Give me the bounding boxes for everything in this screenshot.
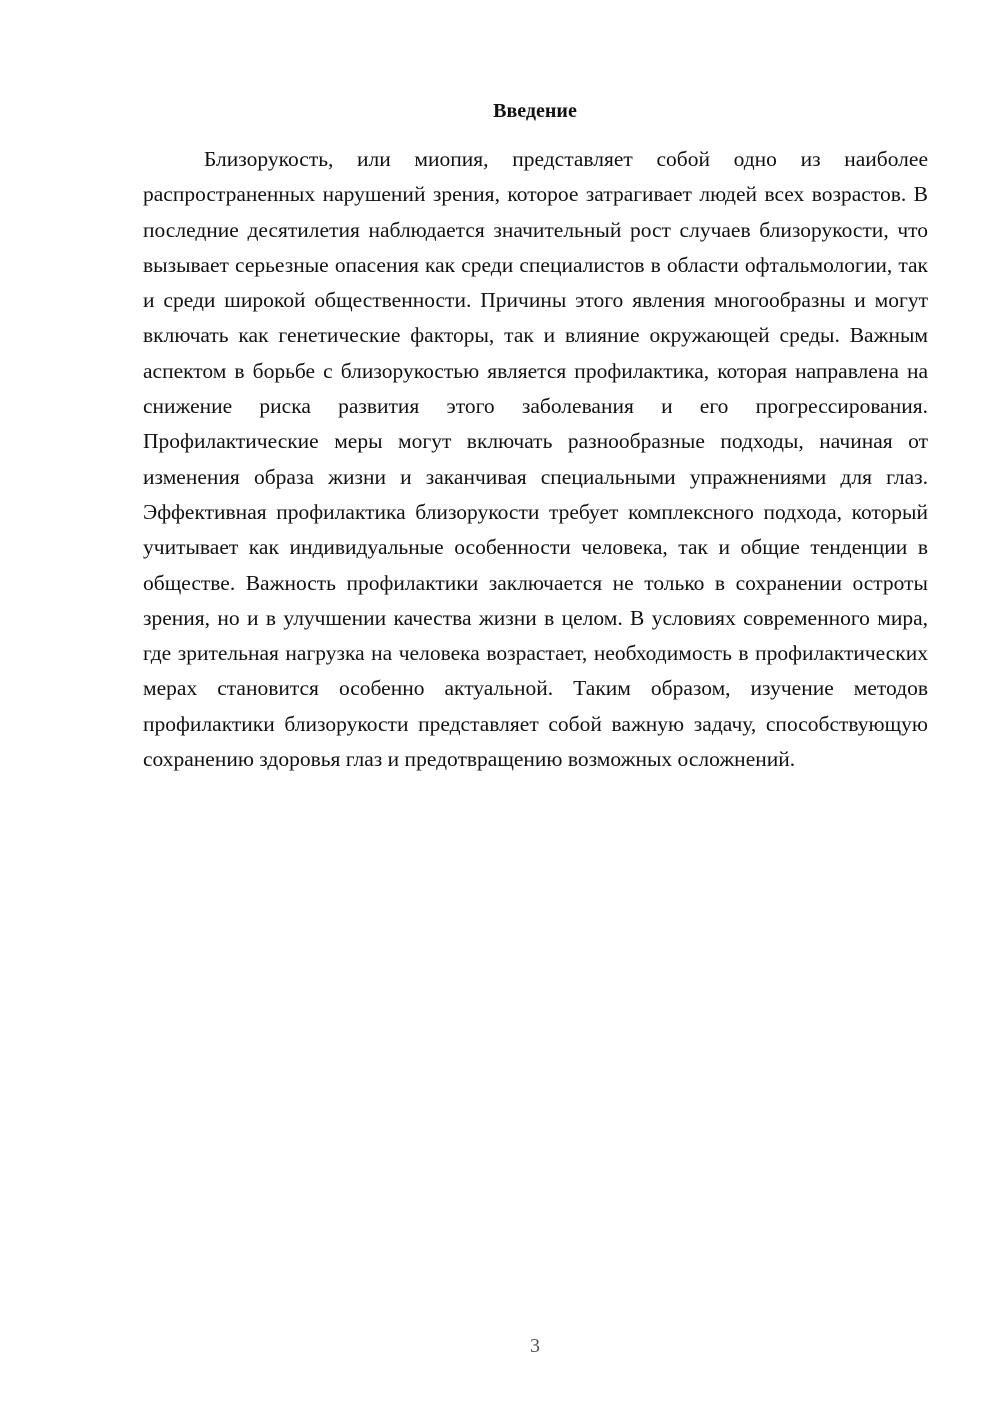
page-number: 3: [530, 1335, 540, 1357]
section-heading: Введение: [493, 100, 577, 122]
body-paragraph: Близорукость, или миопия, представляет собой одно из наиболее распространенных нарушений зрения, которое затрагивает людей всех возрастов. В последние десятилетия наблюдается значительный рост случаев близорукости, что вызывает серьезные опасения как среди специалистов в области офтальмологии, так и среди широкой общественности. Причины этого явления многообразны и могут включать как генетические факторы, так и влияние окружающей среды. Важным аспектом в борьбе с близорукостью является профилактика, которая направлена на снижение риска развития этого заболевания и его прогрессирования. Профилактические меры могут включать разнообразные подходы, начиная от изменения образа жизни и заканчивая специальными упражнениями для глаз. Эффективная профилактика близорукости требует комплексного подхода, который учитывает как индивидуальные особенности человека, так и общие тенденции в обществе. Важность профилактики заключается не только в сохранении остроты зрения, но и в улучшении качества жизни в целом. В условиях современного мира, где зрительная нагрузка на человека возрастает, необходимость в профилактических мерах становится особенно актуальной. Таким образом, изучение методов профилактики близорукости представляет собой важную задачу, способствующую сохранению здоровья глаз и предотвращению возможных осложнений.: [143, 147, 928, 772]
